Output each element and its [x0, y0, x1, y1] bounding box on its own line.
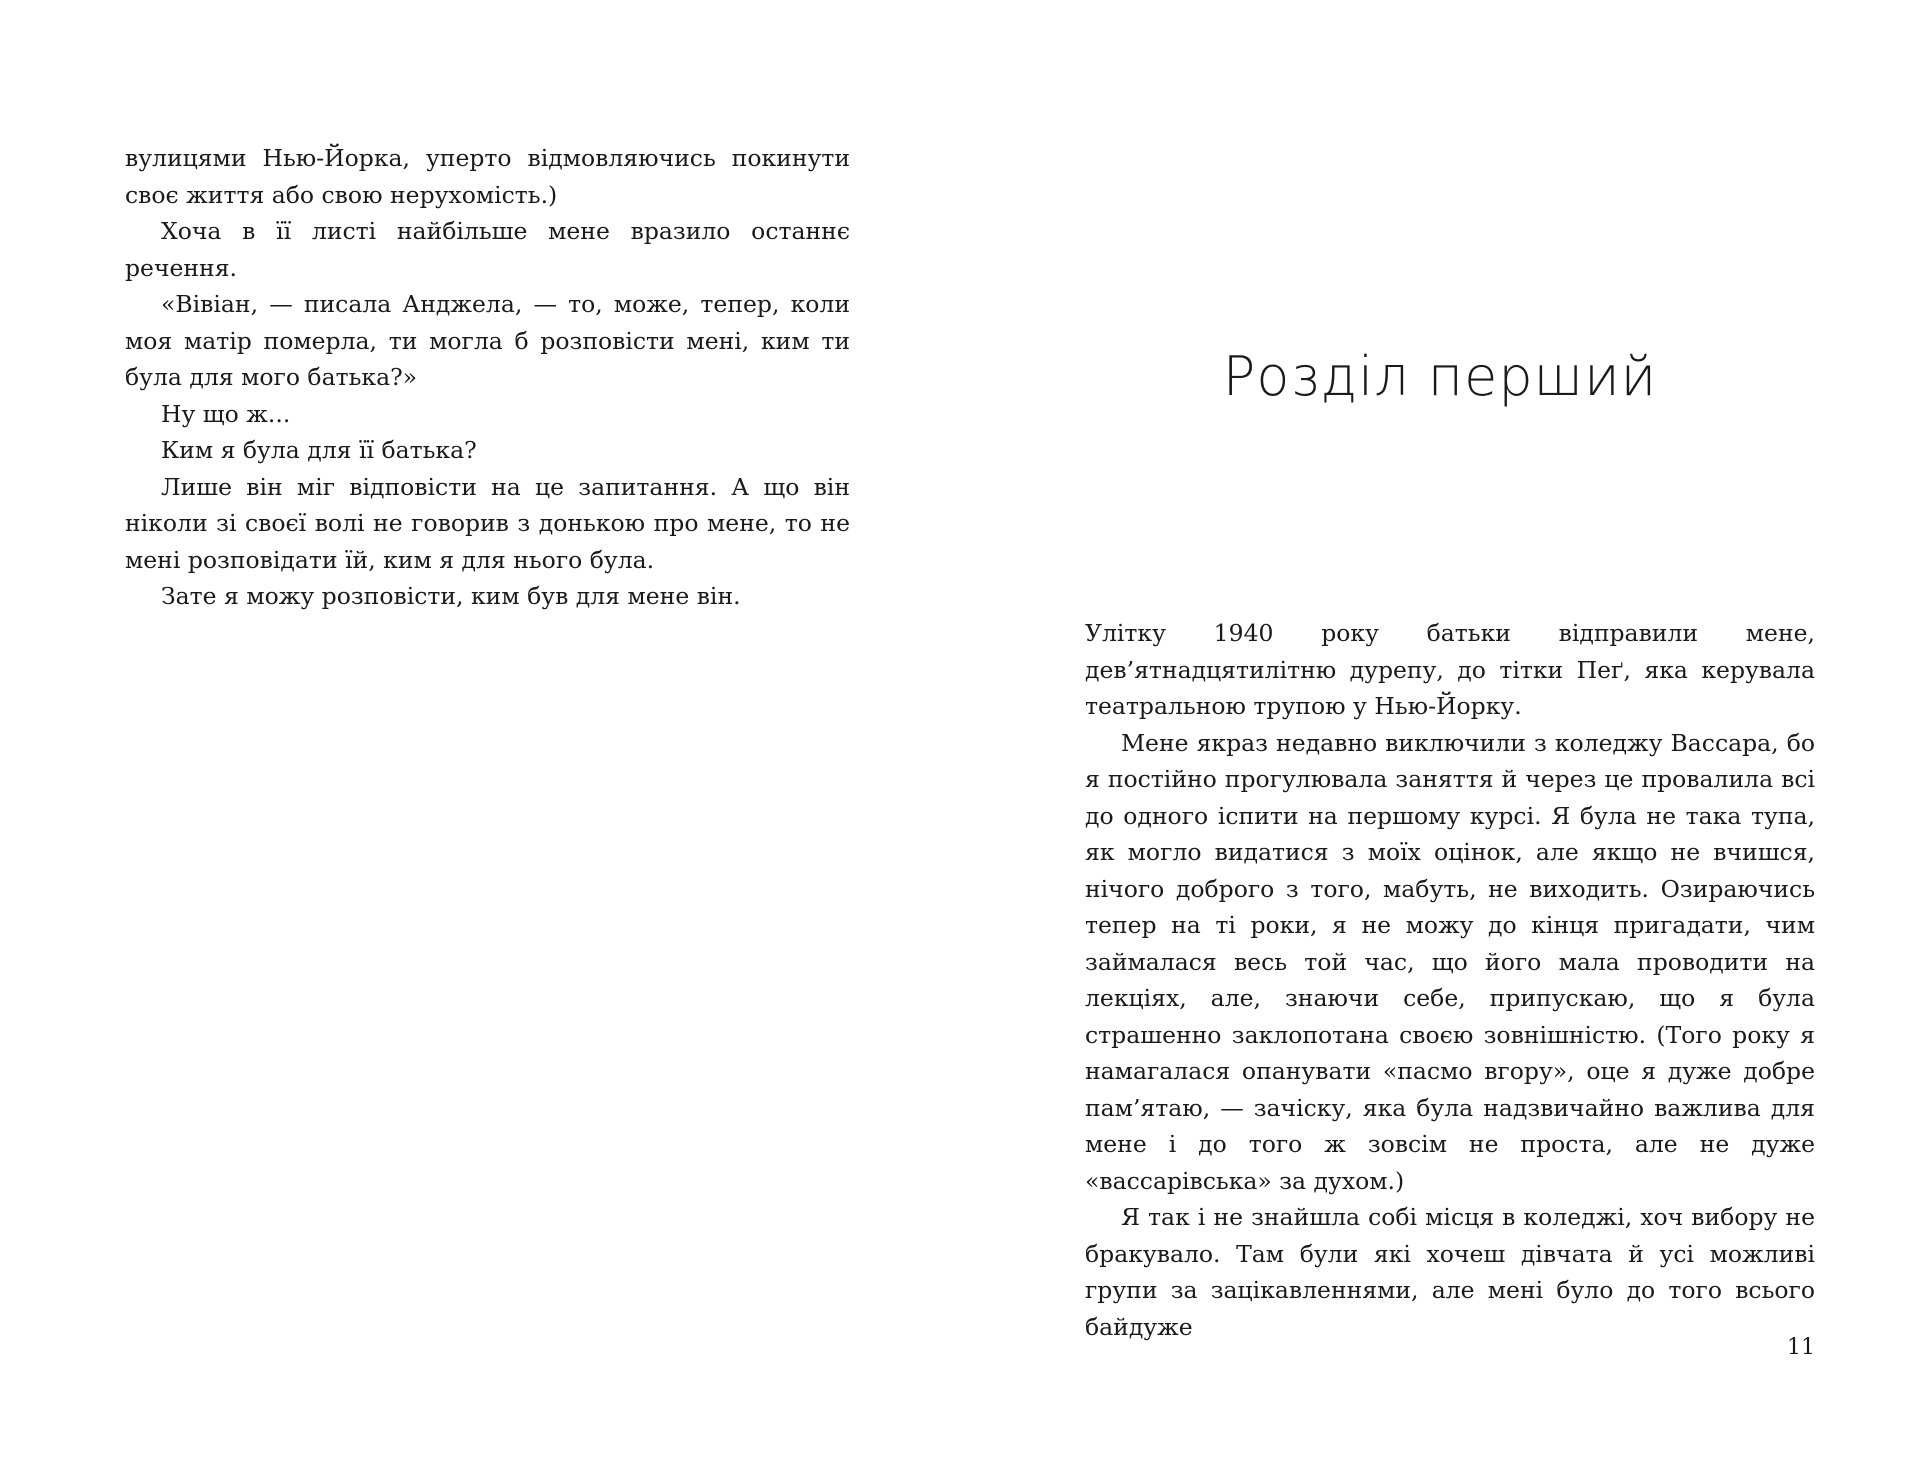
paragraph: Улітку 1940 року батьки відправили мене, дев’ятнадцятилітню дурепу, до тітки Пеґ, яка керувала театральною трупою у Нью-Йорку. [1085, 619, 1815, 720]
page-number: 11 [1787, 1335, 1815, 1360]
left-page-text [125, 140, 850, 615]
paragraph: Хоча в її листі найбільше мене вразило останнє речення. [125, 217, 850, 282]
paragraph: Зате я можу розповісти, ким був для мене він. [161, 582, 741, 610]
paragraph: вулицями Нью-Йорка, уперто відмовляючись покинути своє життя або свою нерухомість.) [125, 144, 850, 209]
paragraph: Я так і не знайшла собі місця в коледжі, хоч вибору не бракувало. Там були які хочеш дівчата й усі можливі групи за зацікавленнями, але мені було до того всього байдуже [1085, 1203, 1815, 1341]
paragraph: Ким я була для її батька? [161, 436, 477, 464]
right-page-text [1085, 615, 1815, 1345]
paragraph: «Вівіан, — писала Анджела, — то, може, тепер, коли моя матір померла, ти могла б розповісти мені, ким ти була для мого батька?» [125, 290, 850, 391]
paragraph: Мене якраз недавно виключили з коледжу Вассара, бо я постійно прогулювала заняття й через це провалила всі до одного іспити на першому курсі. Я була не така тупа, як могло видатися з моїх оцінок, але якщо не вчишся, нічого доброго з того, мабуть, не виходить. Озираючись тепер на ті роки, я не можу до кінця пригадати, чим займалася весь той час, що його мала проводити на лекціях, але, знаючи себе, припускаю, що я була страшенно заклопотана своєю зовнішністю. (Того року я намагалася опанувати «пасмо вгору», оце я дуже добре пам’ятаю, — зачіску, яка була надзвичайно важлива для мене і до того ж зовсім не проста, але не дуже «вассарівська» за духом.) [1085, 728, 1815, 1195]
chapter-title: Розділ перший [1222, 345, 1658, 408]
right-page [960, 0, 1920, 1477]
paragraph: Ну що ж... [161, 399, 291, 428]
paragraph: Лише він міг відповісти на це запитання. А що він ніколи зі своєї волі не говорив з донькою про мене, то не мені розповідати їй, ким я для нього була. [125, 472, 850, 574]
